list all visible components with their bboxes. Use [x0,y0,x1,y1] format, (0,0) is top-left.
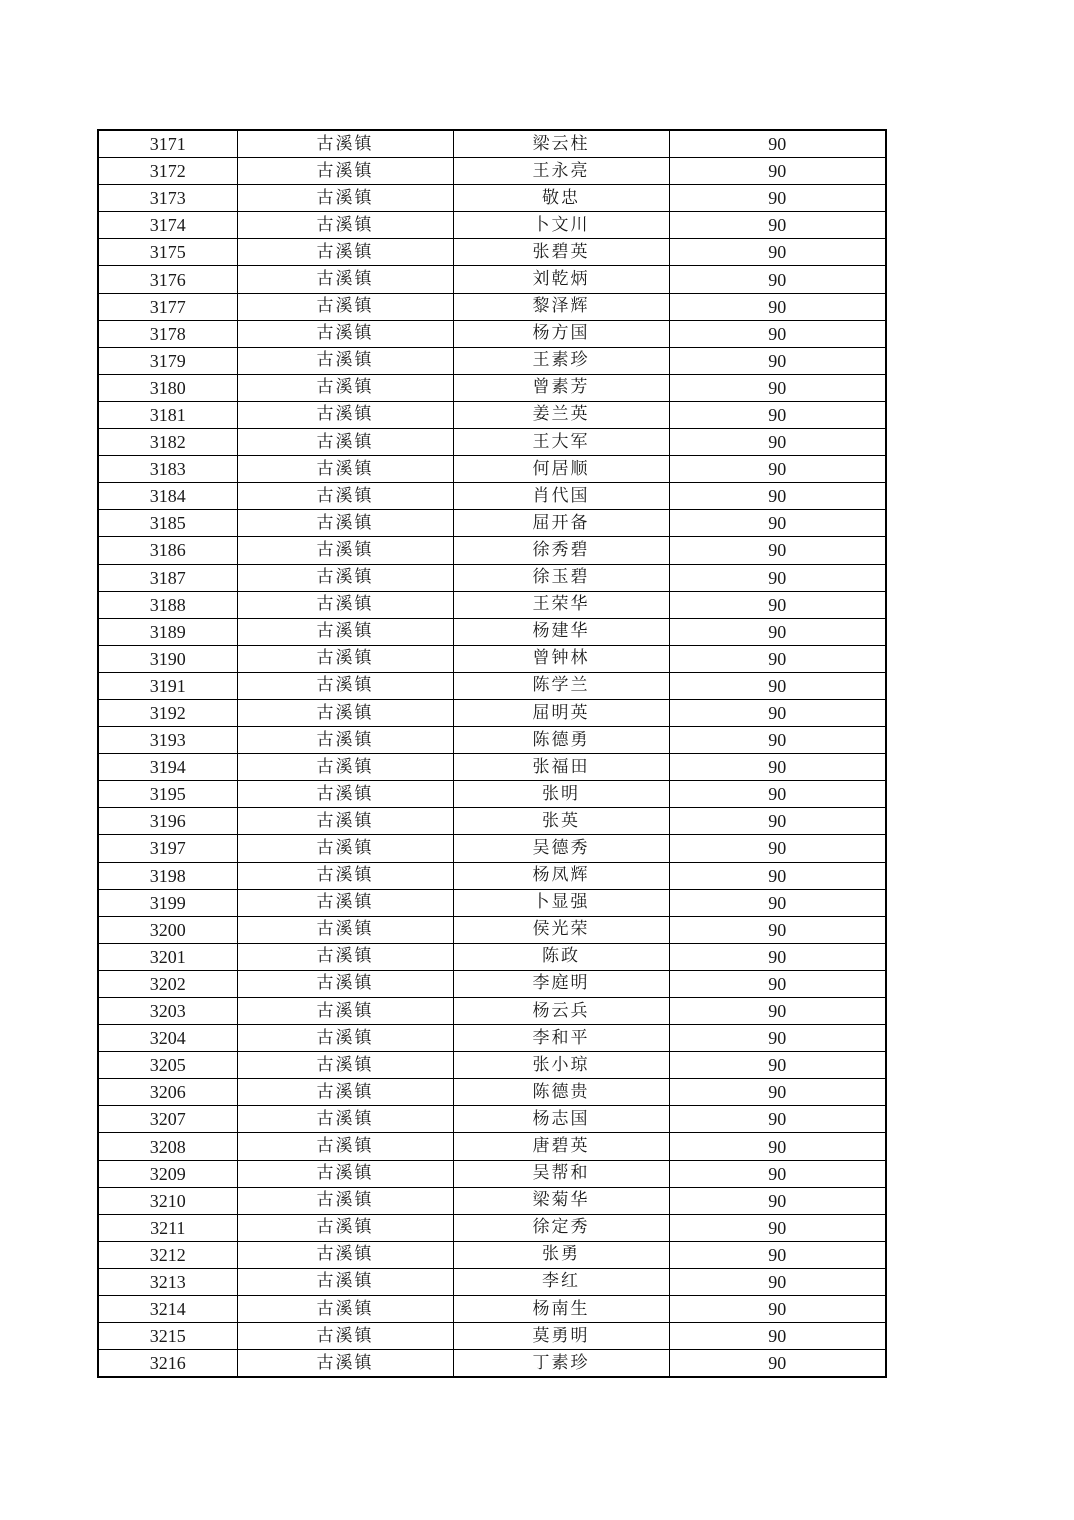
score-cell: 90 [669,374,886,401]
table-row [98,374,886,401]
score-cell: 90 [669,998,886,1025]
score-cell: 90 [669,1133,886,1160]
town-cell: 古溪镇 [237,808,453,835]
person-name-cell: 王荣华 [453,591,669,618]
person-name-cell: 曾钟林 [453,645,669,672]
person-name-cell: 杨方国 [453,320,669,347]
person-name-cell: 杨凤辉 [453,862,669,889]
table-row [98,835,886,862]
row-number-cell: 3202 [98,970,237,997]
score-cell: 90 [669,1323,886,1350]
table-row [98,293,886,320]
table-row [98,158,886,185]
table-row [98,401,886,428]
town-cell: 古溪镇 [237,564,453,591]
row-number-cell: 3185 [98,510,237,537]
table-row [98,1133,886,1160]
person-name-cell: 徐定秀 [453,1214,669,1241]
table-row [98,591,886,618]
person-name-cell: 王素珍 [453,347,669,374]
town-cell: 古溪镇 [237,456,453,483]
table-row [98,672,886,699]
row-number-cell: 3190 [98,645,237,672]
town-cell: 古溪镇 [237,781,453,808]
table-row [98,130,886,158]
table-row [98,429,886,456]
row-number-cell: 3187 [98,564,237,591]
town-cell: 古溪镇 [237,1323,453,1350]
person-name-cell: 屈明英 [453,699,669,726]
row-number-cell: 3214 [98,1296,237,1323]
row-number-cell: 3194 [98,754,237,781]
table-row [98,754,886,781]
town-cell: 古溪镇 [237,943,453,970]
table-row [98,1106,886,1133]
town-cell: 古溪镇 [237,862,453,889]
row-number-cell: 3175 [98,239,237,266]
score-cell: 90 [669,429,886,456]
score-cell: 90 [669,1160,886,1187]
person-name-cell: 刘乾炳 [453,266,669,293]
town-cell: 古溪镇 [237,537,453,564]
row-number-cell: 3171 [98,130,237,158]
person-name-cell: 唐碧英 [453,1133,669,1160]
table-row [98,1350,886,1378]
score-cell: 90 [669,889,886,916]
table-row [98,1187,886,1214]
score-cell: 90 [669,591,886,618]
person-name-cell: 梁云柱 [453,130,669,158]
roster-table-body [98,130,886,1377]
table-row [98,564,886,591]
row-number-cell: 3210 [98,1187,237,1214]
table-row [98,320,886,347]
score-cell: 90 [669,645,886,672]
table-row [98,185,886,212]
person-name-cell: 姜兰英 [453,401,669,428]
person-name-cell: 杨云兵 [453,998,669,1025]
row-number-cell: 3174 [98,212,237,239]
row-number-cell: 3196 [98,808,237,835]
town-cell: 古溪镇 [237,1106,453,1133]
score-cell: 90 [669,672,886,699]
score-cell: 90 [669,510,886,537]
town-cell: 古溪镇 [237,429,453,456]
person-name-cell: 李庭明 [453,970,669,997]
table-row [98,943,886,970]
person-name-cell: 陈德贵 [453,1079,669,1106]
row-number-cell: 3197 [98,835,237,862]
town-cell: 古溪镇 [237,212,453,239]
town-cell: 古溪镇 [237,835,453,862]
town-cell: 古溪镇 [237,374,453,401]
row-number-cell: 3192 [98,699,237,726]
person-name-cell: 陈德勇 [453,727,669,754]
person-name-cell: 徐秀碧 [453,537,669,564]
row-number-cell: 3206 [98,1079,237,1106]
table-row [98,699,886,726]
table-row [98,347,886,374]
score-cell: 90 [669,266,886,293]
town-cell: 古溪镇 [237,754,453,781]
score-cell: 90 [669,862,886,889]
table-row [98,266,886,293]
row-number-cell: 3184 [98,483,237,510]
town-cell: 古溪镇 [237,266,453,293]
person-name-cell: 吴德秀 [453,835,669,862]
town-cell: 古溪镇 [237,1268,453,1295]
town-cell: 古溪镇 [237,1052,453,1079]
table-row [98,212,886,239]
row-number-cell: 3212 [98,1241,237,1268]
row-number-cell: 3188 [98,591,237,618]
table-row [98,239,886,266]
table-row [98,781,886,808]
table-row [98,889,886,916]
person-name-cell: 陈学兰 [453,672,669,699]
person-name-cell: 张小琼 [453,1052,669,1079]
town-cell: 古溪镇 [237,1241,453,1268]
town-cell: 古溪镇 [237,1214,453,1241]
row-number-cell: 3216 [98,1350,237,1378]
row-number-cell: 3176 [98,266,237,293]
town-cell: 古溪镇 [237,1296,453,1323]
person-name-cell: 徐玉碧 [453,564,669,591]
score-cell: 90 [669,1106,886,1133]
person-name-cell: 吴帮和 [453,1160,669,1187]
score-cell: 90 [669,483,886,510]
table-row [98,645,886,672]
town-cell: 古溪镇 [237,130,453,158]
table-row [98,1160,886,1187]
score-cell: 90 [669,1052,886,1079]
table-row [98,1079,886,1106]
table-row [98,510,886,537]
town-cell: 古溪镇 [237,727,453,754]
score-cell: 90 [669,1350,886,1378]
score-cell: 90 [669,618,886,645]
row-number-cell: 3178 [98,320,237,347]
row-number-cell: 3193 [98,727,237,754]
score-cell: 90 [669,239,886,266]
town-cell: 古溪镇 [237,699,453,726]
row-number-cell: 3211 [98,1214,237,1241]
table-row [98,1241,886,1268]
town-cell: 古溪镇 [237,401,453,428]
row-number-cell: 3207 [98,1106,237,1133]
town-cell: 古溪镇 [237,239,453,266]
score-cell: 90 [669,212,886,239]
score-cell: 90 [669,943,886,970]
person-name-cell: 丁素珍 [453,1350,669,1378]
row-number-cell: 3191 [98,672,237,699]
row-number-cell: 3195 [98,781,237,808]
table-row [98,1268,886,1295]
score-cell: 90 [669,158,886,185]
table-row [98,727,886,754]
person-name-cell: 何居顺 [453,456,669,483]
score-cell: 90 [669,1241,886,1268]
person-name-cell: 杨南生 [453,1296,669,1323]
town-cell: 古溪镇 [237,618,453,645]
score-cell: 90 [669,781,886,808]
score-cell: 90 [669,347,886,374]
score-cell: 90 [669,916,886,943]
table-row [98,483,886,510]
person-name-cell: 肖代国 [453,483,669,510]
table-row [98,1214,886,1241]
town-cell: 古溪镇 [237,158,453,185]
table-row [98,1052,886,1079]
person-name-cell: 莫勇明 [453,1323,669,1350]
score-cell: 90 [669,293,886,320]
row-number-cell: 3186 [98,537,237,564]
score-cell: 90 [669,564,886,591]
table-row [98,916,886,943]
score-cell: 90 [669,320,886,347]
score-cell: 90 [669,808,886,835]
town-cell: 古溪镇 [237,1025,453,1052]
table-row [98,862,886,889]
score-cell: 90 [669,1296,886,1323]
town-cell: 古溪镇 [237,347,453,374]
score-cell: 90 [669,456,886,483]
row-number-cell: 3179 [98,347,237,374]
roster-table [97,129,887,1378]
person-name-cell: 梁菊华 [453,1187,669,1214]
row-number-cell: 3172 [98,158,237,185]
table-row [98,808,886,835]
table-row [98,970,886,997]
town-cell: 古溪镇 [237,998,453,1025]
table-row [98,456,886,483]
town-cell: 古溪镇 [237,591,453,618]
person-name-cell: 敬忠 [453,185,669,212]
person-name-cell: 卜显强 [453,889,669,916]
score-cell: 90 [669,754,886,781]
person-name-cell: 张勇 [453,1241,669,1268]
score-cell: 90 [669,130,886,158]
row-number-cell: 3200 [98,916,237,943]
person-name-cell: 陈政 [453,943,669,970]
town-cell: 古溪镇 [237,1187,453,1214]
score-cell: 90 [669,401,886,428]
score-cell: 90 [669,1187,886,1214]
row-number-cell: 3204 [98,1025,237,1052]
row-number-cell: 3215 [98,1323,237,1350]
town-cell: 古溪镇 [237,970,453,997]
person-name-cell: 屈开备 [453,510,669,537]
town-cell: 古溪镇 [237,510,453,537]
row-number-cell: 3173 [98,185,237,212]
row-number-cell: 3181 [98,401,237,428]
person-name-cell: 杨建华 [453,618,669,645]
person-name-cell: 侯光荣 [453,916,669,943]
person-name-cell: 王大军 [453,429,669,456]
score-cell: 90 [669,699,886,726]
person-name-cell: 曾素芳 [453,374,669,401]
town-cell: 古溪镇 [237,1079,453,1106]
person-name-cell: 张明 [453,781,669,808]
score-cell: 90 [669,727,886,754]
row-number-cell: 3213 [98,1268,237,1295]
score-cell: 90 [669,185,886,212]
row-number-cell: 3177 [98,293,237,320]
town-cell: 古溪镇 [237,293,453,320]
person-name-cell: 李红 [453,1268,669,1295]
row-number-cell: 3189 [98,618,237,645]
score-cell: 90 [669,835,886,862]
table-row [98,998,886,1025]
row-number-cell: 3208 [98,1133,237,1160]
town-cell: 古溪镇 [237,1160,453,1187]
person-name-cell: 张英 [453,808,669,835]
person-name-cell: 卜文川 [453,212,669,239]
table-row [98,1025,886,1052]
score-cell: 90 [669,1025,886,1052]
score-cell: 90 [669,1214,886,1241]
person-name-cell: 王永亮 [453,158,669,185]
town-cell: 古溪镇 [237,916,453,943]
table-row [98,1296,886,1323]
score-cell: 90 [669,1268,886,1295]
person-name-cell: 李和平 [453,1025,669,1052]
table-row [98,537,886,564]
town-cell: 古溪镇 [237,889,453,916]
row-number-cell: 3199 [98,889,237,916]
row-number-cell: 3182 [98,429,237,456]
row-number-cell: 3203 [98,998,237,1025]
town-cell: 古溪镇 [237,483,453,510]
town-cell: 古溪镇 [237,185,453,212]
score-cell: 90 [669,970,886,997]
town-cell: 古溪镇 [237,320,453,347]
row-number-cell: 3180 [98,374,237,401]
town-cell: 古溪镇 [237,1350,453,1378]
score-cell: 90 [669,1079,886,1106]
table-row [98,618,886,645]
person-name-cell: 张福田 [453,754,669,781]
person-name-cell: 张碧英 [453,239,669,266]
row-number-cell: 3183 [98,456,237,483]
town-cell: 古溪镇 [237,672,453,699]
person-name-cell: 杨志国 [453,1106,669,1133]
town-cell: 古溪镇 [237,645,453,672]
row-number-cell: 3201 [98,943,237,970]
row-number-cell: 3198 [98,862,237,889]
town-cell: 古溪镇 [237,1133,453,1160]
row-number-cell: 3205 [98,1052,237,1079]
table-row [98,1323,886,1350]
person-name-cell: 黎泽辉 [453,293,669,320]
score-cell: 90 [669,537,886,564]
row-number-cell: 3209 [98,1160,237,1187]
